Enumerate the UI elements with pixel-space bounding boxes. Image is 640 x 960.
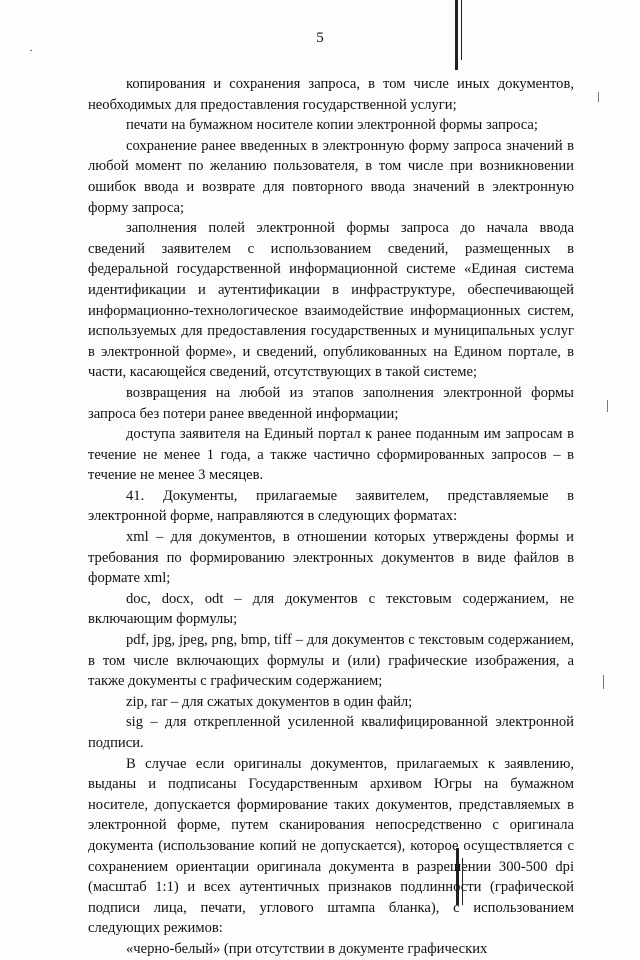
page-number: 5 [316, 30, 324, 46]
paragraph: zip, rar – для сжатых документов в один файл; [126, 693, 413, 710]
paragraph: заполнения полей электронной формы запроса до начала ввода сведений заявителем с использованием сведений, размещенных в федеральной государственной информационной системе «Единая система идентификации и аутентификации в инфраструктуре, обеспечивающей информационно-технологическое взаимодействие информационных систем, используемых для предоставления государственных и муниципальных услуг в электронной форме», и сведений, опубликованных на Едином портале, в части, касающейся сведений, отсутствующих в такой системе; [88, 220, 574, 381]
paragraph: doc, docx, odt – для документов с текстовым содержанием, не включающим формулы; [88, 590, 574, 628]
paragraph: возвращения на любой из этапов заполнения электронной формы запроса без потери ранее введенной информации; [88, 384, 574, 422]
paragraph: 41. Документы, прилагаемые заявителем, представляемые в электронной форме, направляются в следующих форматах: [88, 487, 574, 525]
paragraph: «черно-белый» (при отсутствии в документе графических [126, 940, 488, 957]
scan-speck [30, 50, 32, 51]
scan-speck [603, 675, 604, 689]
paragraph: печати на бумажном носителе копии электронной формы запроса; [126, 117, 538, 134]
document-body [88, 74, 574, 960]
paragraph: sig – для открепленной усиленной квалифицированной электронной подписи. [88, 714, 574, 751]
paragraph: копирования и сохранения запроса, в том числе иных документов, необходимых для предоставления государственной услуги; [88, 76, 574, 113]
paragraph: В случае если оригиналы документов, прилагаемых к заявлению, выданы и подписаны Государственным архивом Югры на бумажном носителе, допускается формирование таких документов, представляемых в электронной форме, путем сканирования непосредственно с оригинала документа (использование копий не допускается), которое осуществляется с сохранением ориентации оригинала документа в разрешении 300-500 dpi (масштаб 1:1) и всех аутентичных признаков подлинности (графической подписи лица, печати, углового штампа бланка), с использованием следующих режимов: [88, 755, 574, 937]
paragraph: сохранение ранее введенных в электронную форму запроса значений в любой момент по желанию пользователя, в том числе при возникновении ошибок ввода и возврате для повторного ввода значений в электронную форму запроса; [88, 137, 574, 216]
paragraph: доступа заявителя на Единый портал к ранее поданным им запросам в течение не менее 1 года, а также частично сформированных запросов – в течение не менее 3 месяцев. [88, 426, 574, 484]
scan-speck [607, 400, 608, 412]
paragraph: xml – для документов, в отношении которых утверждены формы и требования по формированию электронных документов в виде файлов в формате xml; [88, 529, 574, 587]
paragraph: pdf, jpg, jpeg, png, bmp, tiff – для документов с текстовым содержанием, в том числе включающих формулы и (или) графические изображения, а также документы с графическим содержанием; [88, 632, 574, 690]
scan-speck [598, 92, 599, 102]
